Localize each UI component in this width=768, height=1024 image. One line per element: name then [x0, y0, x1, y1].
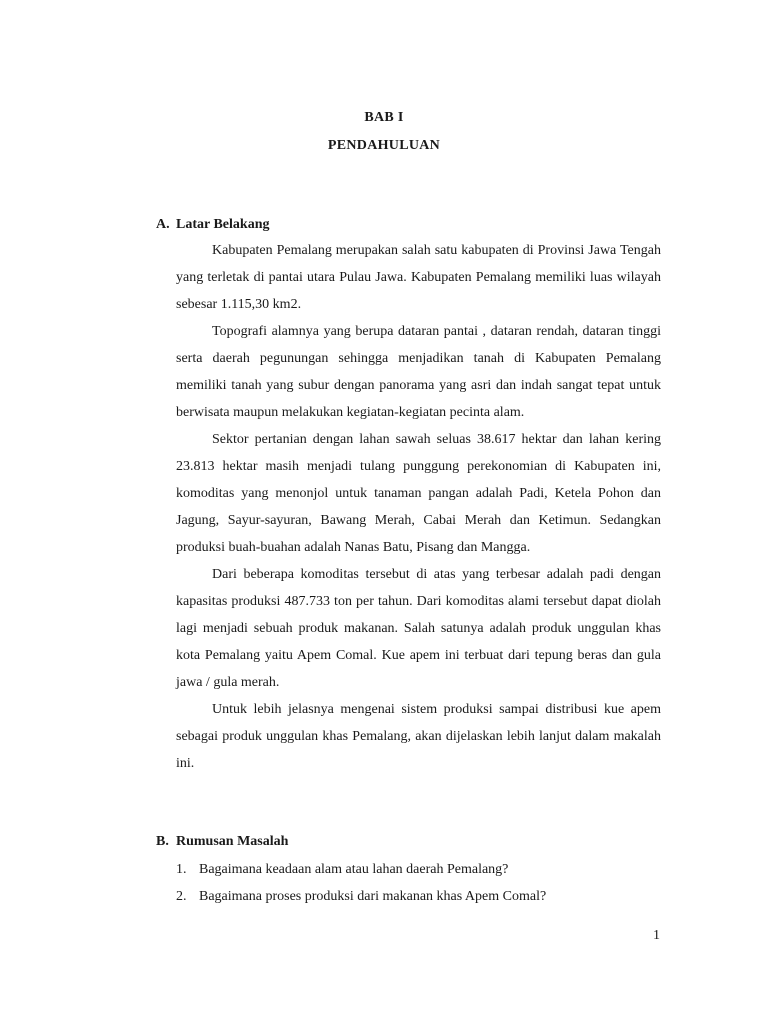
list-item-text: Bagaimana keadaan alam atau lahan daerah Pemalang?: [199, 862, 509, 877]
section-b-title: Rumusan Masalah: [176, 834, 289, 849]
paragraph: Dari beberapa komoditas tersebut di atas yang terbesar adalah padi dengan kapasitas produksi 487.733 ton per tahun. Dari komoditas alami tersebut dapat diolah lagi menjadi sebuah produk makanan. Salah satunya adalah produk unggulan khas kota Pemalang yaitu Apem Comal. Kue apem ini terbuat dari tepung beras dan gula jawa / gula merah.: [176, 567, 661, 690]
section-b-letter: B.: [156, 834, 169, 849]
paragraph: Topografi alamnya yang berupa dataran pantai , dataran rendah, dataran tinggi serta daerah pegunungan sehingga menjadikan tanah di Kabupaten Pemalang memiliki tanah yang subur dengan panorama yang asri dan indah sangat tepat untuk berwisata maupun melakukan kegiatan-kegiatan pecinta alam.: [176, 324, 661, 420]
section-a-heading: [156, 217, 269, 233]
list-item: [176, 883, 661, 910]
list-item-number: 2.: [176, 889, 187, 904]
list-item-number: 1.: [176, 862, 187, 877]
section-a-letter: A.: [156, 217, 170, 232]
section-a-title: Latar Belakang: [176, 217, 270, 232]
section-a-body: [176, 237, 661, 777]
problem-list: [176, 856, 661, 910]
paragraph: Sektor pertanian dengan lahan sawah seluas 38.617 hektar dan lahan kering 23.813 hektar masih menjadi tulang punggung perekonomian di Kabupaten ini, komoditas yang menonjol untuk tanaman pangan adalah Padi, Ketela Pohon dan Jagung, Sayur-sayuran, Bawang Merah, Cabai Merah dan Ketimun. Sedangkan produksi buah-buahan adalah Nanas Batu, Pisang dan Mangga.: [176, 432, 661, 555]
page-number: 1: [653, 928, 660, 943]
chapter-number: BAB I: [364, 110, 404, 125]
section-b-heading: [156, 834, 288, 850]
paragraph: Kabupaten Pemalang merupakan salah satu kabupaten di Provinsi Jawa Tengah yang terletak di pantai utara Pulau Jawa. Kabupaten Pemalang memiliki luas wilayah sebesar 1.115,30 km2.: [176, 243, 661, 312]
list-item: [176, 856, 661, 883]
paragraph: Untuk lebih jelasnya mengenai sistem produksi sampai distribusi kue apem sebagai produk unggulan khas Pemalang, akan dijelaskan lebih lanjut dalam makalah ini.: [176, 702, 661, 771]
chapter-title: PENDAHULUAN: [327, 138, 441, 153]
list-item-text: Bagaimana proses produksi dari makanan khas Apem Comal?: [199, 889, 547, 904]
